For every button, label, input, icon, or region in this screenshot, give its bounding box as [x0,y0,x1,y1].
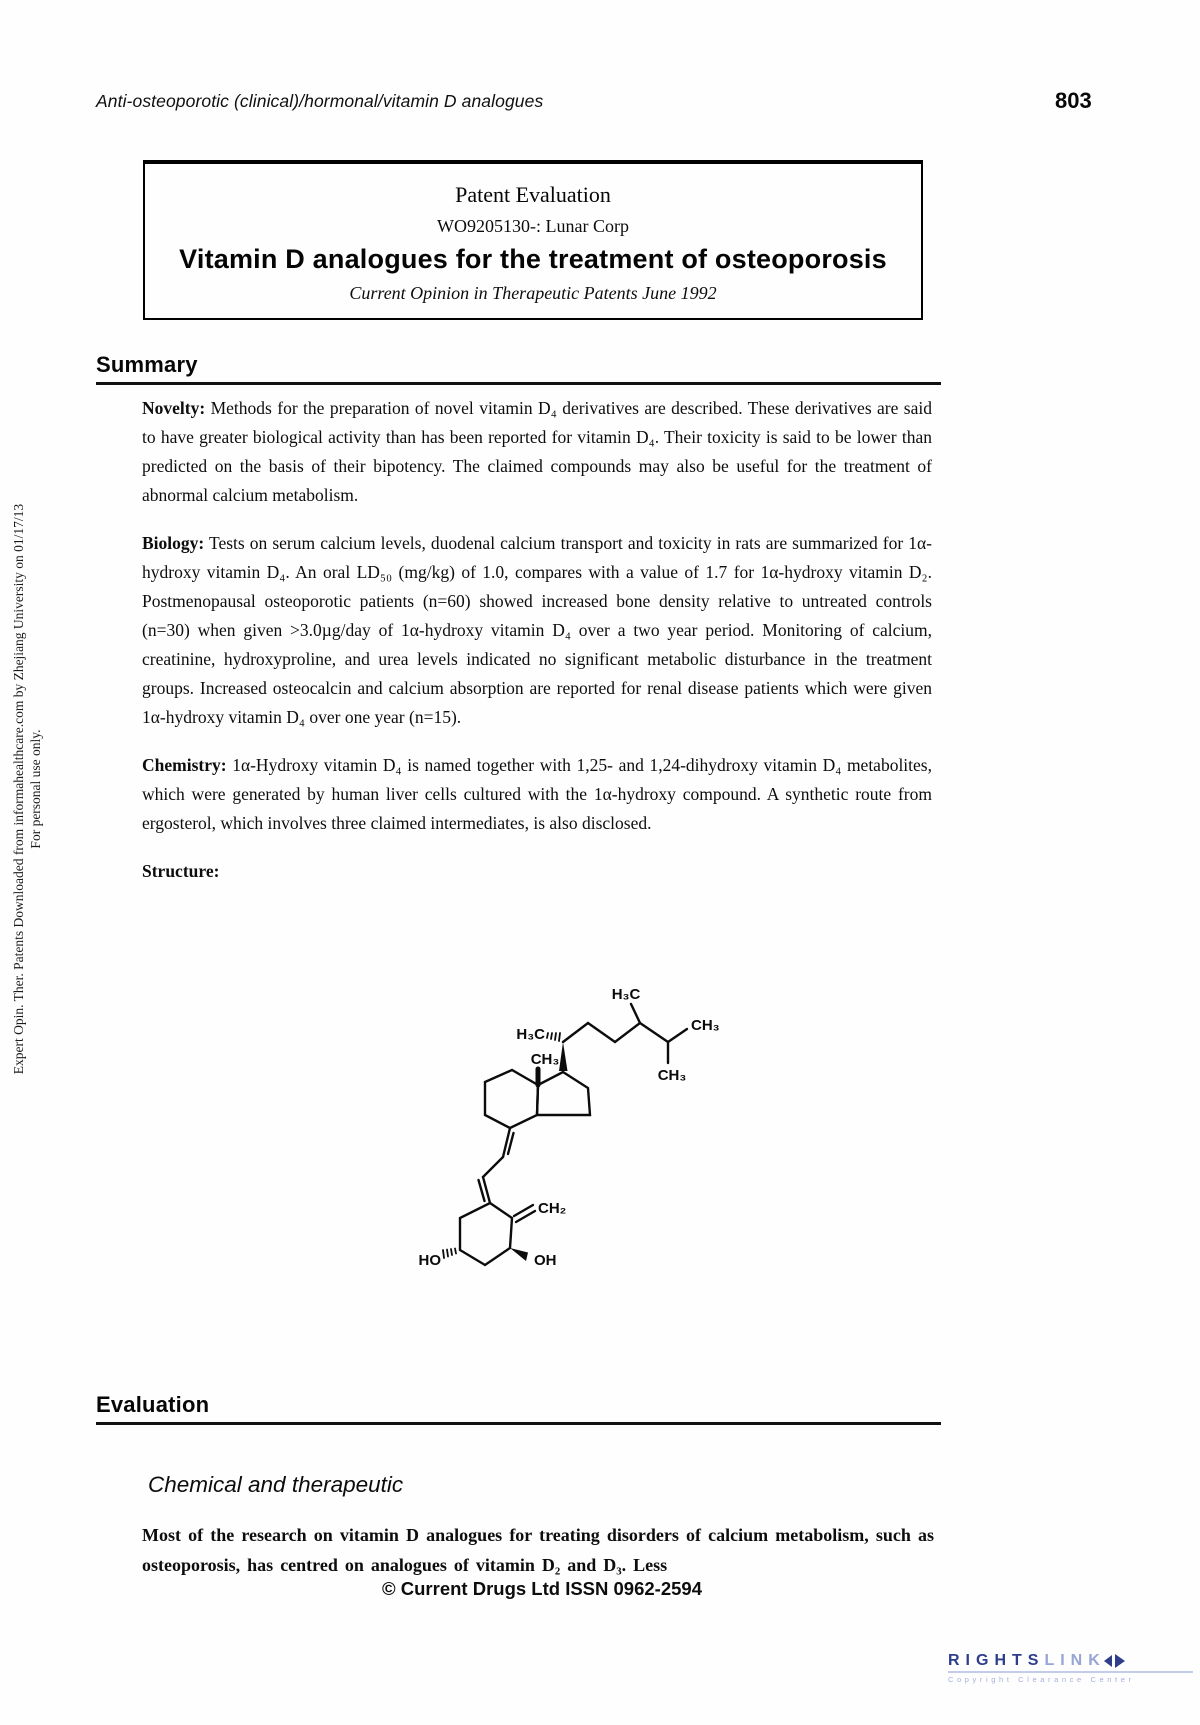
summary-body [142,394,932,905]
page-number: 803 [1055,88,1092,113]
structure-label: Structure: [142,861,220,881]
watermark [10,438,50,1140]
rightslink-link-text: LINK [1044,1652,1106,1669]
evaluation-heading: Evaluation [96,1392,210,1417]
chemistry-label: Chemistry: [142,755,227,775]
bond-lines [443,1004,687,1265]
structure-diagram [395,972,745,1282]
rightslink-arrow-icon [1104,1654,1125,1668]
paragraph-novelty [142,394,932,510]
atom-label-h3c-left: H₃C [516,1026,545,1043]
article-title: Vitamin D analogues for the treatment of osteoporosis [179,244,887,274]
atom-label-ho: HO [418,1252,441,1269]
paragraph-chemistry [142,751,932,838]
evaluation-rule [96,1422,941,1425]
chemistry-text: 1α-Hydroxy vitamin D₄ is named together with 1,25- and 1,24-dihydroxy vitamin D₄ metabolites, which were generated by human liver cells cultured with the 1α-hydroxy compound. A synthetic route from ergosterol, which involves three claimed intermediates, is also disclosed. [142,755,932,833]
title-box [143,160,923,320]
patent-evaluation-kicker: Patent Evaluation [455,182,611,207]
structure-skeleton [395,972,745,1282]
watermark-line1: Expert Opin. Ther. Patents Downloaded from informahealthcare.com by Zhejiang University on 01/17/13 [11,503,26,1075]
rightslink-tagline: Copyright Clearance Center [948,1675,1135,1684]
evaluation-paragraph: Most of the research on vitamin D analogues for treating disorders of calcium metabolism, such as osteoporosis, has centred on analogues of vitamin D₂ and D₃. Less [142,1525,934,1575]
arrow-left-icon [1104,1655,1112,1667]
journal-citation: Current Opinion in Therapeutic Patents June 1992 [349,283,717,303]
novelty-label: Novelty: [142,398,206,418]
atom-label-oh: OH [534,1252,557,1269]
rightslink-logo[interactable] [948,1652,1193,1684]
atom-label-ch3-lower: CH₃ [657,1067,687,1084]
rightslink-wordmark [948,1652,1193,1673]
atom-label-h3c-top: H₃C [611,986,641,1003]
arrow-right-icon [1115,1654,1125,1668]
running-title: Anti-osteoporotic (clinical)/hormonal/vitamin D analogues [96,91,544,111]
summary-heading: Summary [96,352,198,377]
rightslink-rights-text: RIGHTS [948,1652,1045,1669]
biology-text: Tests on serum calcium levels, duodenal calcium transport and toxicity in rats are summarized for 1α-hydroxy vitamin D₄. An oral LD₅₀ (mg/kg) of 1.0, compares with a value of 1.7 for 1α-hydroxy vitamin D₂. Postmenopausal osteoporotic patients (n=60) showed increased bone density relative to untreated controls (n=30) when given >3.0µg/day of 1α-hydroxy vitamin D₄ over a two year period. Monitoring of calcium, creatinine, hydroxyproline, and urea levels indicated no significant metabolic disturbance in the treatment groups. Increased osteocalcin and calcium absorption are reported for renal disease patients which were given 1α-hydroxy vitamin D₄ over one year (n=15). [142,533,933,727]
biology-label: Biology: [142,533,205,553]
evaluation-subheading: Chemical and therapeutic [148,1472,404,1497]
paragraph-biology [142,529,932,732]
atom-label-ch3-right: CH₃ [691,1017,720,1034]
watermark-line2: For personal use only. [28,729,43,849]
novelty-text: Methods for the preparation of novel vitamin D₄ derivatives are described. These derivatives are said to have greater biological activity than has been reported for vitamin D₄. Their toxicity is said to be lower than predicted on the basis of their bipotency. The claimed compounds may also be useful for the treatment of abnormal calcium metabolism. [142,398,932,505]
atom-label-ch2: CH₂ [538,1200,567,1217]
footer-copyright: © Current Drugs Ltd ISSN 0962-2594 [381,1578,702,1599]
summary-rule [96,382,941,385]
patent-id: WO9205130-: Lunar Corp [437,216,629,236]
atom-label-ch3-ring: CH₃ [530,1051,560,1068]
